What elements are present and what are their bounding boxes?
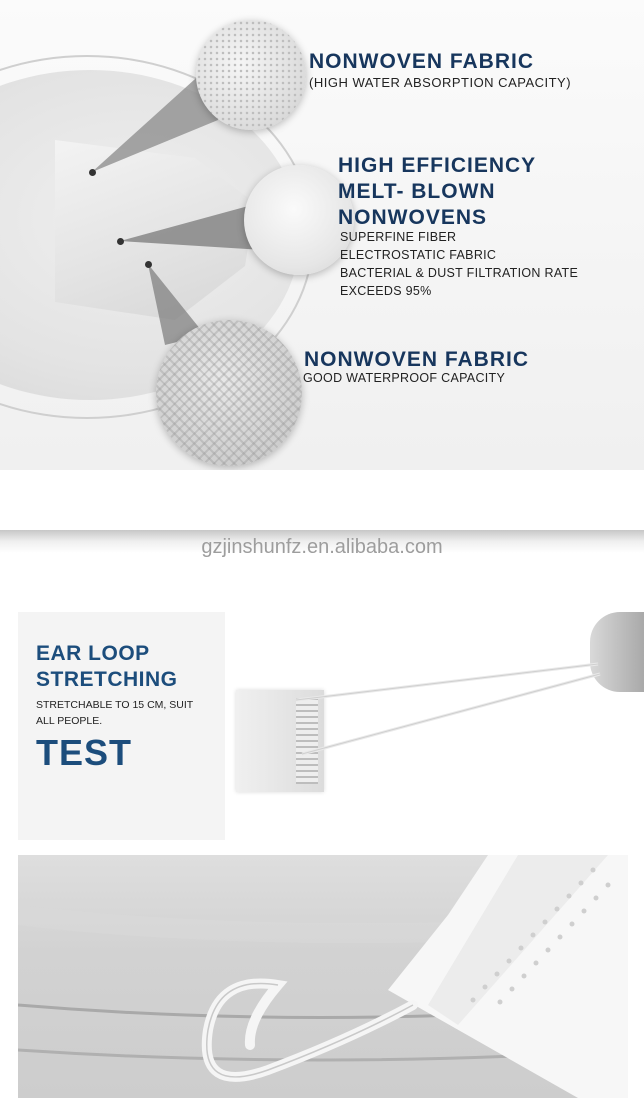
pointer-dot-inner xyxy=(145,261,152,268)
closeup-drawing xyxy=(18,855,628,1098)
ear-loop-test-label: TEST xyxy=(36,732,133,773)
inner-layer-title: NONWOVEN FABRIC xyxy=(304,348,529,371)
pointer-dot-outer xyxy=(89,169,96,176)
middle-title-line: MELT- BLOWN xyxy=(338,180,496,203)
ear-loop-closeup-photo xyxy=(18,855,628,1098)
outer-layer-title: NONWOVEN FABRIC xyxy=(309,50,534,73)
ear-loop-title xyxy=(36,641,178,693)
ear-loop-desc-line: STRETCHABLE TO 15 CM, SUIT xyxy=(36,699,194,711)
feature-item: ELECTROSTATIC FABRIC xyxy=(340,248,497,262)
ear-loop-title-line: STRETCHING xyxy=(36,668,178,691)
feature-item: SUPERFINE FIBER xyxy=(340,230,457,244)
middle-layer-features xyxy=(340,228,578,300)
middle-title-line: NONWOVENS xyxy=(338,206,488,229)
inner-fabric-swatch xyxy=(156,320,302,466)
watermark-text: gzjinshunfz.en.alibaba.com xyxy=(201,536,443,558)
inner-layer-subtitle: GOOD WATERPROOF CAPACITY xyxy=(303,371,506,385)
outer-fabric-swatch xyxy=(196,20,306,130)
feature-item: EXCEEDS 95% xyxy=(340,284,432,298)
ear-loop-photo xyxy=(236,612,644,802)
fabric-layers-panel xyxy=(0,0,644,470)
pointer-dot-middle xyxy=(117,238,124,245)
middle-layer-title xyxy=(338,153,536,231)
ear-loop-desc-line: ALL PEOPLE. xyxy=(36,715,103,727)
feature-item: BACTERIAL & DUST FILTRATION RATE xyxy=(340,266,579,280)
ear-loop-string-upper-shade xyxy=(296,664,598,700)
middle-title-line: HIGH EFFICIENCY xyxy=(338,154,537,177)
pointer-middle xyxy=(120,205,262,250)
ear-loop-string-lower-shade xyxy=(302,674,600,754)
ear-loop-title-line: EAR LOOP xyxy=(36,642,150,665)
outer-layer-subtitle: (HIGH WATER ABSORPTION CAPACITY) xyxy=(309,75,572,90)
ear-loop-band xyxy=(207,983,413,1076)
ear-loop-band-edge xyxy=(207,983,413,1076)
ear-loop-description xyxy=(36,697,206,729)
